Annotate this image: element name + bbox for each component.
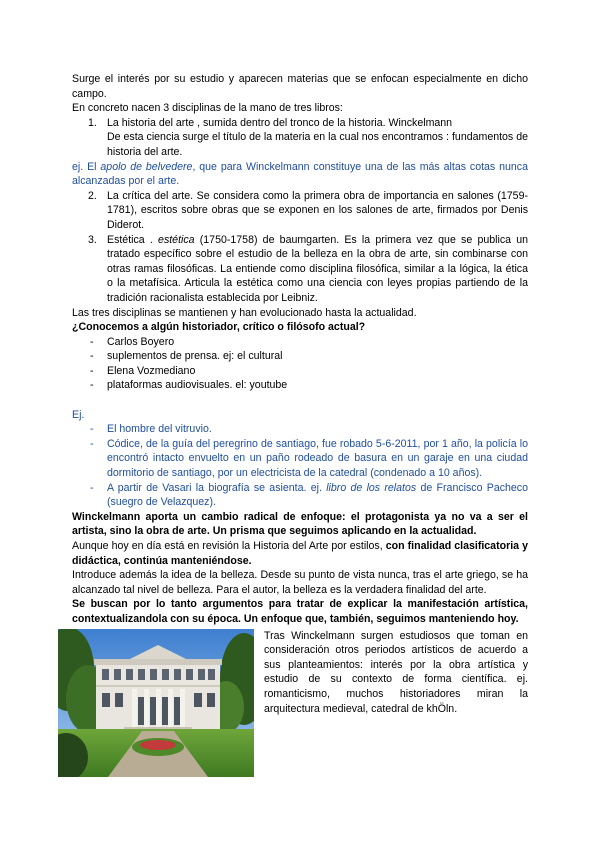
examples-list — [72, 422, 528, 510]
figure-row — [72, 629, 528, 779]
persist-line: Las tres disciplinas se mantienen y han evolucionado hasta la actualidad. — [72, 306, 417, 319]
intro-paragraph: Surge el interés por su estudio y aparecen materias que se enfocan especialmente en dicho campo. — [72, 73, 528, 100]
disciplines-list-cont — [72, 189, 528, 306]
list-item: - Carlos Boyero — [90, 335, 175, 348]
intro-disciplines-line: En concreto nacen 3 disciplinas de la mano de tres libros: — [72, 102, 343, 115]
discipline-item-2: 2. La crítica del arte. Se considera como la primera obra de importancia en salones (1759-1781), escritos sobre obras que se exponen en los salones de arte, firmados por Denis Diderot. — [88, 189, 528, 231]
list-item: - plataformas audiovisuales. el: youtube — [90, 379, 288, 392]
list-item: - Elena Vozmediano — [90, 364, 196, 377]
discipline-text: Estética . estética (1750-1758) de baumgarten. Es la primera vez que se publica un tratado específico sobre el estudio de la belleza en la obra de arte, sin combinarse con otras ramas filosóficas. La entiende como disciplina filosófica, similar a la lógica, la ética o la metafísica. Articula la estética como una ciencia con leyes propias partiendo de la tradición racionalista establecida por Leibniz. — [107, 233, 528, 304]
discipline-text: La crítica del arte. Se considera como la primera obra de importancia en salones (1759-1781), escritos sobre obras que se exponen en los salones de arte, firmados por Denis Diderot. — [107, 189, 528, 231]
side-paragraph: Tras Winckelmann surgen estudiosos que toman en consideración otros periodos artísticos de acuerdo a sus planteamientos: interés por la obra artística y estudio de su contexto de forma científica. ej. romanticismo, muchos historiadores miran la arquitectura medieval, catedral de khÖln. — [264, 629, 528, 715]
discipline-continuation: De esta ciencia surge el título de la materia en la cual nos encontramos : fundamentos de historia del arte. — [107, 131, 528, 158]
revision-paragraph: Aunque hoy en día está en revisión la Historia del Arte por estilos, con finalidad clasificatoria y didáctica, continúa manteniéndose. — [72, 540, 528, 567]
names-list — [72, 335, 528, 393]
list-item: - A partir de Vasari la biografía se asienta. ej. libro de los relatos de Francisco Pacheco (suegro de Velazquez). — [90, 481, 528, 509]
discipline-text: La historia del arte , sumida dentro del tronco de la historia. Winckelmann — [107, 116, 453, 129]
belleza-paragraph: Introduce además la idea de la belleza. Desde su punto de vista nunca, tras el arte griego, se ha alcanzado tal nivel de belleza. Para el autor, la belleza es la verdadera finalidad del arte. — [72, 569, 528, 596]
document-content — [72, 72, 528, 779]
disciplines-list — [72, 116, 528, 160]
winckelmann-statement: Winckelmann aporta un cambio radical de enfoque: el protagonista ya no va a ser el artista, sino la obra de arte. Un prisma que seguimos aplicando en la actualidad. — [72, 510, 528, 538]
list-item: - El hombre del vitruvio. — [90, 423, 212, 436]
list-item: - Códice, de la guía del peregrino de santiago, fue robado 5-6-2011, por 1 año, la policía lo encontró intacto envuelto en un paño rodeado de basura en un garaje en una ciudad dormitorio de santiago, por un electricista de la catedral (condenado a 10 años). — [90, 437, 528, 480]
discipline-item-1: 1. La historia del arte , sumida dentro del tronco de la historia. Winckelmann De esta ciencia surge el título de la materia en la cual nos encontramos : fundamentos de historia del arte. — [88, 116, 528, 158]
apolo-example: ej. El apolo de belvedere, que para Winckelmann constituye una de las más altas cotas nunca alcanzadas por el arte. — [72, 160, 528, 188]
examples-label: Ej. — [72, 408, 85, 421]
building-photo — [58, 629, 254, 777]
neoclassical-building-image — [58, 629, 254, 777]
argumentos-paragraph: Se buscan por lo tanto argumentos para tratar de explicar la manifestación artística, contextualizandola con su época. Un enfoque que, también, seguimos manteniendo hoy. — [72, 598, 528, 625]
discipline-item-3: 3. Estética . estética (1750-1758) de baumgarten. Es la primera vez que se publica un tratado específico sobre el estudio de la belleza en la obra de arte, sin combinarse con otras ramas filosóficas. La entiende como disciplina filosófica, similar a la lógica, la ética o la metafísica. Articula la estética como una ciencia con leyes propias partiendo de la tradición racionalista establecida por Leibniz. — [88, 233, 528, 304]
spacer — [72, 393, 528, 408]
question-heading: ¿Conocemos a algún historiador, crítico o filósofo actual? — [72, 321, 366, 334]
list-item: - suplementos de prensa. ej: el cultural — [90, 350, 283, 363]
